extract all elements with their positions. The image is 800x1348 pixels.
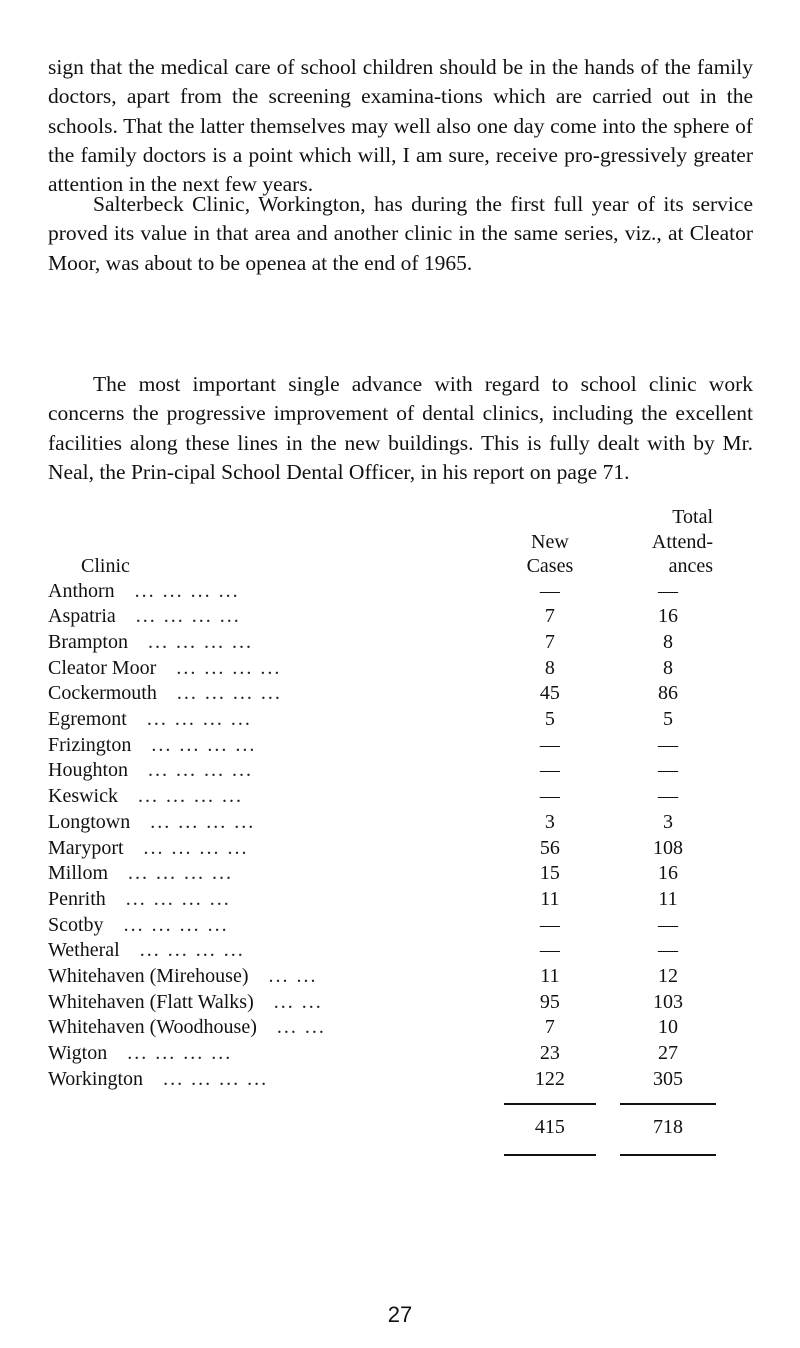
table-row — [48, 630, 713, 656]
new-cases-value: 56 — [539, 836, 560, 859]
table-row — [48, 681, 713, 707]
clinic-name: Frizington — [48, 733, 132, 756]
header-new-line-1: New — [531, 530, 569, 553]
table-row — [48, 579, 713, 605]
new-cases-value: 15 — [539, 862, 560, 885]
paragraph-2: Salterbeck Clinic, Workington, has during the first full year of its service proved its value in that area and another clinic in the same series, viz., at Cleator Moor, was about to be openea at the end of 1965. — [48, 192, 753, 275]
clinic-name: Keswick — [48, 785, 118, 808]
clinic-name: Whitehaven (Flatt Walks) — [48, 990, 254, 1013]
clinic-name: Cockermouth — [48, 682, 157, 705]
dot-leaders: ... ... ... ... — [176, 682, 282, 705]
total-attendances-value: 11 — [658, 887, 678, 910]
table-row — [48, 1067, 713, 1093]
table-row — [48, 1015, 713, 1041]
dot-leaders: ... ... ... ... — [148, 759, 253, 782]
clinic-name: Brampton — [48, 630, 128, 653]
new-cases-value: — — [539, 579, 560, 602]
dot-leaders: ... ... ... ... — [151, 733, 257, 756]
new-cases-value: 122 — [534, 1067, 565, 1090]
clinic-attendance-table — [48, 505, 713, 1156]
new-cases-value: 23 — [539, 1042, 560, 1065]
clinic-name: Whitehaven (Mirehouse) — [48, 965, 249, 988]
clinic-name: Cleator Moor — [48, 656, 157, 679]
table-row — [48, 938, 713, 964]
clinic-name: Wetheral — [48, 939, 120, 962]
table-header-row-2 — [48, 530, 713, 555]
total-attendances-value: — — [658, 913, 678, 936]
total-attendances-value: 5 — [663, 708, 673, 731]
new-cases-value: 45 — [539, 682, 560, 705]
dot-leaders: ... ... ... ... — [135, 605, 241, 628]
clinic-name: Houghton — [48, 759, 128, 782]
new-cases-value: 95 — [539, 990, 560, 1013]
header-total-line-1: Total — [672, 506, 713, 528]
total-attendances-value: 103 — [653, 990, 683, 1013]
table-row — [48, 887, 713, 913]
new-cases-value: 7 — [544, 630, 555, 653]
header-clinic: Clinic — [81, 555, 130, 577]
total-attendances-value: 12 — [658, 965, 678, 988]
paragraph-3: The most important single advance with regard to school clinic work concerns the progressive improvement of dental clinics, including the excellent facilities along these lines in the new buildings. This is fully dealt with by Mr. Neal, the Prin-cipal School Dental Officer, in his report on page 71. — [48, 372, 753, 484]
clinic-name: Anthorn — [48, 579, 115, 602]
total-rule-total — [620, 1154, 716, 1156]
total-attendances-value: 16 — [658, 605, 678, 628]
table-row — [48, 707, 713, 733]
table-row — [48, 1041, 713, 1067]
table-header-row-3 — [48, 554, 713, 579]
table-row — [48, 604, 713, 630]
dot-leaders: ... ... ... ... — [139, 939, 245, 962]
dot-leaders: ... ... — [268, 965, 318, 988]
total-attendances-value: — — [658, 939, 678, 962]
total-attendances-value: 108 — [653, 836, 683, 859]
total-attendances-value: 305 — [653, 1067, 683, 1090]
total-new-cases: 415 — [534, 1115, 565, 1138]
clinic-name: Wigton — [48, 1042, 108, 1065]
dot-leaders: ... ... ... ... — [143, 836, 249, 859]
table-row — [48, 656, 713, 682]
header-total-line-2: Attend- — [651, 530, 713, 553]
dot-leaders: ... ... — [276, 1016, 326, 1039]
new-cases-value: 7 — [544, 605, 555, 628]
table-row — [48, 810, 713, 836]
new-cases-value: — — [539, 759, 560, 782]
dot-leaders: ... ... ... ... — [150, 810, 256, 833]
table-row — [48, 784, 713, 810]
header-new-line-2: Cases — [526, 555, 574, 577]
dot-leaders: ... ... — [273, 990, 323, 1013]
total-attendances-value: — — [658, 733, 678, 756]
dot-leaders: ... ... ... ... — [123, 913, 229, 936]
dot-leaders: ... ... ... ... — [127, 1042, 233, 1065]
total-attendances-value: — — [658, 579, 678, 602]
table-row — [48, 836, 713, 862]
table-body — [48, 579, 713, 1093]
rule-row — [48, 1093, 713, 1105]
table-row — [48, 990, 713, 1016]
total-attendances-value: 8 — [663, 656, 673, 679]
dot-leaders: ... ... ... ... — [146, 708, 252, 731]
clinic-name: Millom — [48, 862, 109, 885]
table-row — [48, 913, 713, 939]
total-attendances-value: 27 — [658, 1042, 678, 1065]
new-cases-value: — — [539, 733, 560, 756]
clinic-name: Whitehaven (Woodhouse) — [48, 1016, 257, 1039]
totals-row — [48, 1105, 713, 1141]
total-attendances-value: 3 — [663, 810, 673, 833]
dot-leaders: ... ... ... ... — [176, 656, 282, 679]
dot-leaders: ... ... ... ... — [134, 579, 240, 602]
table-row — [48, 733, 713, 759]
page-number: 27 — [387, 1302, 413, 1327]
new-cases-value: 8 — [544, 656, 555, 679]
new-cases-value: 7 — [544, 1016, 555, 1039]
dot-leaders: ... ... ... ... — [137, 785, 243, 808]
total-attendances-value: 10 — [658, 1016, 678, 1039]
dot-leaders: ... ... ... ... — [148, 630, 253, 653]
total-attendances-value: 86 — [658, 682, 678, 705]
clinic-name: Scotby — [48, 913, 104, 936]
total-attendances-value: — — [658, 785, 678, 808]
new-cases-value: 3 — [544, 810, 555, 833]
table-row — [48, 758, 713, 784]
total-attendances-value: — — [658, 759, 678, 782]
clinic-name: Workington — [48, 1067, 144, 1090]
clinic-name: Maryport — [48, 836, 124, 859]
dot-leaders: ... ... ... ... — [163, 1067, 269, 1090]
total-attendances-value: 8 — [663, 630, 673, 653]
table-header-row-1 — [48, 505, 713, 530]
dot-leaders: ... ... ... ... — [125, 887, 231, 910]
total-attendances-value: 16 — [658, 862, 678, 885]
dot-leaders: ... ... ... ... — [128, 862, 234, 885]
clinic-name: Aspatria — [48, 605, 116, 628]
table-row — [48, 964, 713, 990]
total-rule-new — [504, 1154, 596, 1156]
final-rule-row — [48, 1140, 713, 1156]
clinic-name: Egremont — [48, 708, 127, 731]
new-cases-value: — — [539, 939, 560, 962]
new-cases-value: — — [539, 913, 560, 936]
paragraph-1: sign that the medical care of school children should be in the hands of the family doctors, apart from the screening examina-tions which are carried out in the schools. That the latter themselves may well also one day come into the sphere of the family doctors is a point which will, I am sure, receive pro-gressively greater attention in the next few years. — [48, 55, 753, 197]
clinic-name: Penrith — [48, 887, 106, 910]
new-cases-value: — — [539, 785, 560, 808]
total-attendances: 718 — [653, 1115, 683, 1138]
new-cases-value: 11 — [540, 965, 560, 988]
new-cases-value: 5 — [544, 708, 555, 731]
header-total-line-3: ances — [668, 555, 713, 577]
new-cases-value: 11 — [540, 887, 560, 910]
clinic-name: Longtown — [48, 810, 131, 833]
table-row — [48, 861, 713, 887]
